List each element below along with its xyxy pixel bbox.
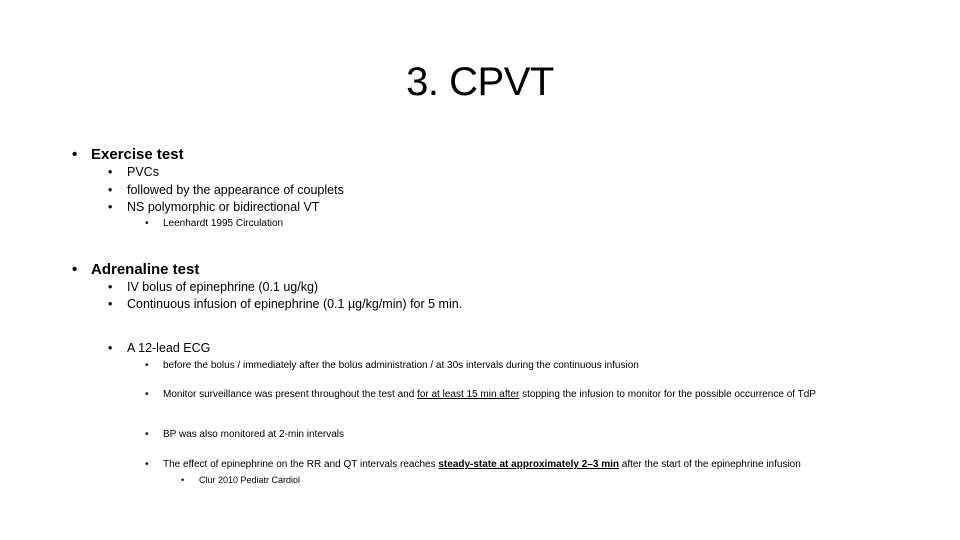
adrenaline-heading: Adrenaline test [91, 261, 200, 278]
list-item-text: IV bolus of epinephrine (0.1 ug/kg) [127, 280, 319, 294]
bullet: • [145, 218, 149, 229]
bullet: • [108, 200, 113, 214]
ecg-item-text-part: Monitor surveillance was present throughout the test and [163, 389, 418, 400]
list-item-text: PVCs [127, 165, 159, 179]
bullet: • [108, 183, 113, 197]
list-item-text: followed by the appearance of couplets [127, 183, 344, 197]
exercise-heading: Exercise test [91, 146, 184, 163]
ecg-item-text-part: stopping the infusion to monitor for the possible occurrence of TdP [519, 389, 816, 400]
reference-text: Leenhardt 1995 Circulation [163, 218, 284, 229]
slide-title [0, 56, 960, 108]
bullet: • [145, 360, 149, 371]
ecg-item-text: before the bolus / immediately after the bolus administration / at 30s intervals during the continuous infusion [163, 360, 639, 371]
ecg-item-underlined: for at least 15 min after [417, 389, 520, 400]
ecg-item-text [163, 389, 883, 401]
list-item-text: Continuous infusion of epinephrine (0.1 µg/kg/min) for 5 min. [127, 297, 463, 311]
ecg-heading: A 12-lead ECG [127, 341, 211, 355]
ecg-item-text-part: after the start of the epinephrine infusion [619, 459, 801, 470]
bullet: • [145, 389, 149, 400]
ecg-item-underlined: steady-state at approximately 2–3 min [438, 459, 619, 470]
bullet: • [145, 459, 149, 470]
reference-text: Clur 2010 Pediatr Cardiol [199, 475, 301, 485]
bullet: • [108, 280, 113, 294]
bullet: • [72, 261, 78, 278]
ecg-item-text [163, 459, 801, 470]
bullet: • [181, 475, 185, 485]
bullet: • [108, 165, 113, 179]
ecg-item-text: BP was also monitored at 2-min intervals [163, 429, 345, 440]
slide-title-text: 3. CPVT [406, 60, 554, 104]
list-item-text: NS polymorphic or bidirectional VT [127, 200, 320, 214]
bullet: • [72, 146, 78, 163]
bullet: • [108, 341, 113, 355]
bullet: • [145, 429, 149, 440]
ecg-item-text-part: The effect of epinephrine on the RR and QT intervals reaches [163, 459, 439, 470]
bullet: • [108, 297, 113, 311]
